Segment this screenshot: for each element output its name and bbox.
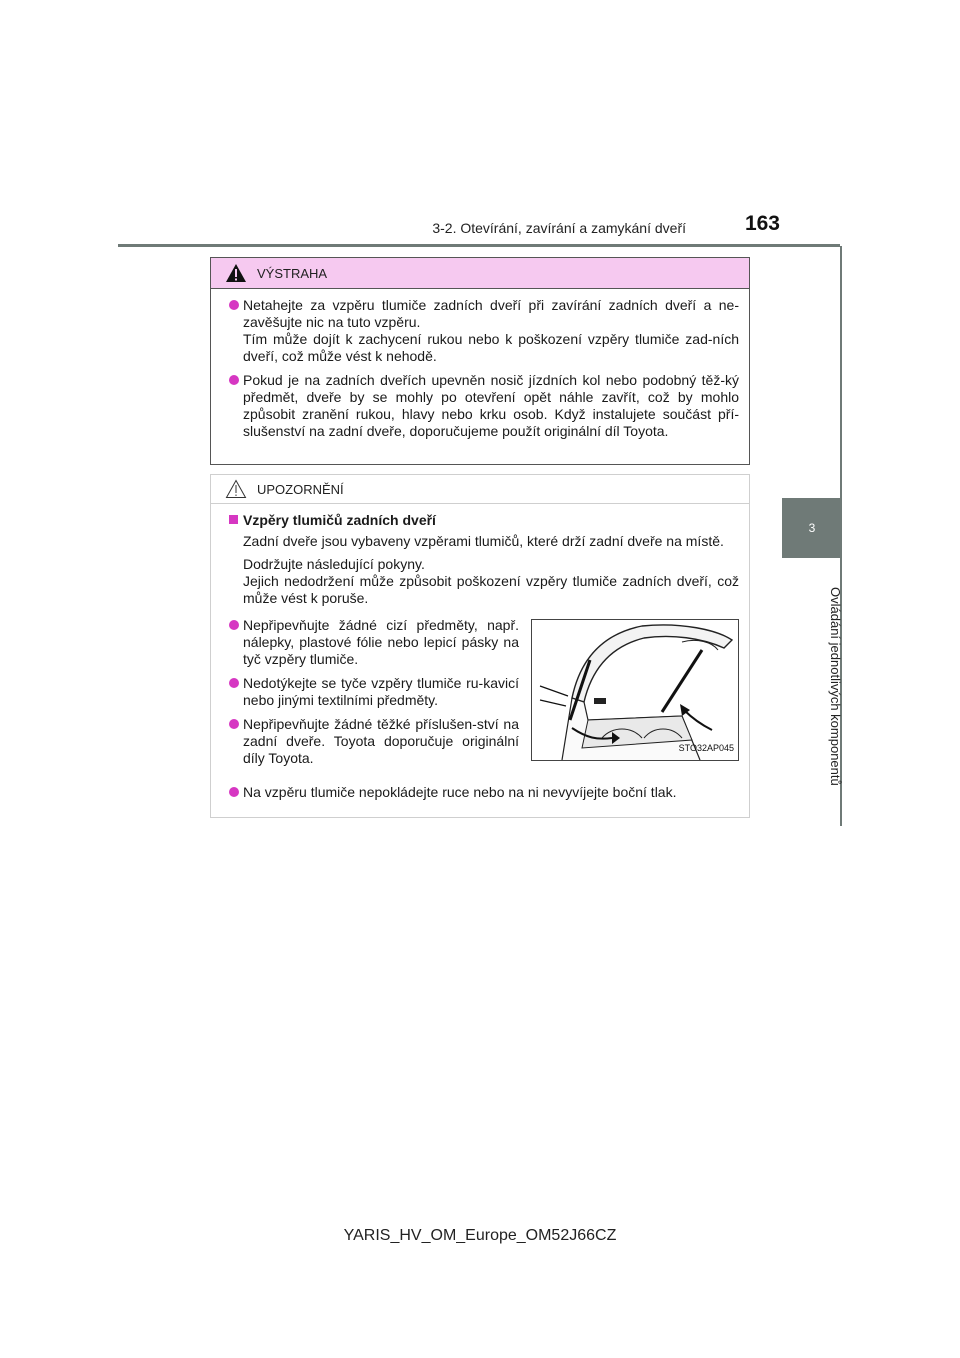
caution-title: UPOZORNĚNÍ — [257, 481, 344, 497]
caution-bullet-text: Na vzpěru tlumiče nepokládejte ruce nebo na ni nevyvíjejte boční tlak. — [243, 784, 677, 800]
warning-bullet-text: Tím může dojít k zachycení rukou nebo k poškození vzpěry tlumiče zad-ních dveří, což může vést k nehodě. — [243, 331, 739, 364]
caution-bullet-text: Nepřipevňujte žádné cizí předměty, např. nálepky, plastové fólie nebo lepicí pásky na tyč vzpěry tlumiče. — [243, 617, 519, 667]
caution-bullet — [229, 675, 519, 709]
warning-bullet — [229, 372, 739, 440]
warning-content — [211, 289, 749, 440]
warning-title: VÝSTRAHA — [257, 265, 328, 281]
caution-subheading-row — [229, 512, 739, 529]
bullet-dot-icon — [229, 620, 239, 630]
caution-triangle-icon — [225, 479, 247, 499]
warning-bullet — [229, 297, 739, 365]
footer-doc-id: YARIS_HV_OM_Europe_OM52J66CZ — [343, 1227, 617, 1244]
page-number: 163 — [744, 212, 780, 235]
caution-consequence: Jejich nedodržení může způsobit poškození vzpěry tlumiče zadních dveří, což může vést k poruše. — [243, 573, 739, 606]
warning-bullet-text: Netahejte za vzpěru tlumiče zadních dveří při zavírání zadních dveří a ne-zavěšujte nic na tuto vzpěru. — [243, 297, 739, 330]
bullet-dot-icon — [229, 375, 239, 385]
caution-box — [210, 474, 750, 818]
caution-instruction: Dodržujte následující pokyny. — [243, 556, 425, 572]
bullet-dot-icon — [229, 678, 239, 688]
bullet-dot-icon — [229, 787, 239, 797]
chapter-label: Ovládání jednotlivých komponentů — [828, 586, 843, 786]
bullet-dot-icon — [229, 300, 239, 310]
caution-bullet-text: Nepřipevňujte žádné těžké příslušen-ství na zadní dveře. Toyota doporučuje originální díly Toyota. — [243, 716, 519, 766]
warning-box — [210, 257, 750, 465]
tailgate-drawing — [532, 620, 738, 760]
caution-bullet-list — [229, 617, 519, 774]
bullet-dot-icon — [229, 719, 239, 729]
caution-bullet-text: Nedotýkejte se tyče vzpěry tlumiče ru-kavicí nebo jinými textilními předměty. — [243, 675, 519, 708]
caution-bullet — [229, 716, 519, 767]
header-rule — [118, 244, 840, 247]
section-title: 3-2. Otevírání, zavírání a zamykání dveří — [432, 220, 686, 236]
caution-bullet — [229, 784, 739, 801]
bullets-with-figure — [229, 617, 739, 774]
warning-header — [211, 258, 749, 289]
caution-subheading: Vzpěry tlumičů zadních dveří — [243, 512, 436, 528]
back-door-strut-illustration — [531, 619, 739, 761]
warning-bullet-text: Pokud je na zadních dveřích upevněn nosič jízdních kol nebo podobný těž-ký předmět, dveře by se mohly po otevření opět náhle zavřít, což by mohlo způsobit zranění rukou, hlavy nebo krku osob. Když instalujete součást pří-slušenství na zadní dveře, doporučujeme použít originální díl Toyota. — [243, 372, 739, 439]
caution-bullet — [229, 617, 519, 668]
caution-content — [211, 504, 749, 801]
figure-code: STO32AP045 — [678, 743, 734, 753]
caution-intro: Zadní dveře jsou vybaveny vzpěrami tlumičů, které drží zadní dveře na místě. — [243, 533, 724, 549]
caution-header — [211, 475, 749, 504]
square-bullet-icon — [229, 515, 238, 524]
warning-triangle-icon — [225, 263, 247, 283]
chapter-tab[interactable]: 3 — [782, 498, 842, 558]
